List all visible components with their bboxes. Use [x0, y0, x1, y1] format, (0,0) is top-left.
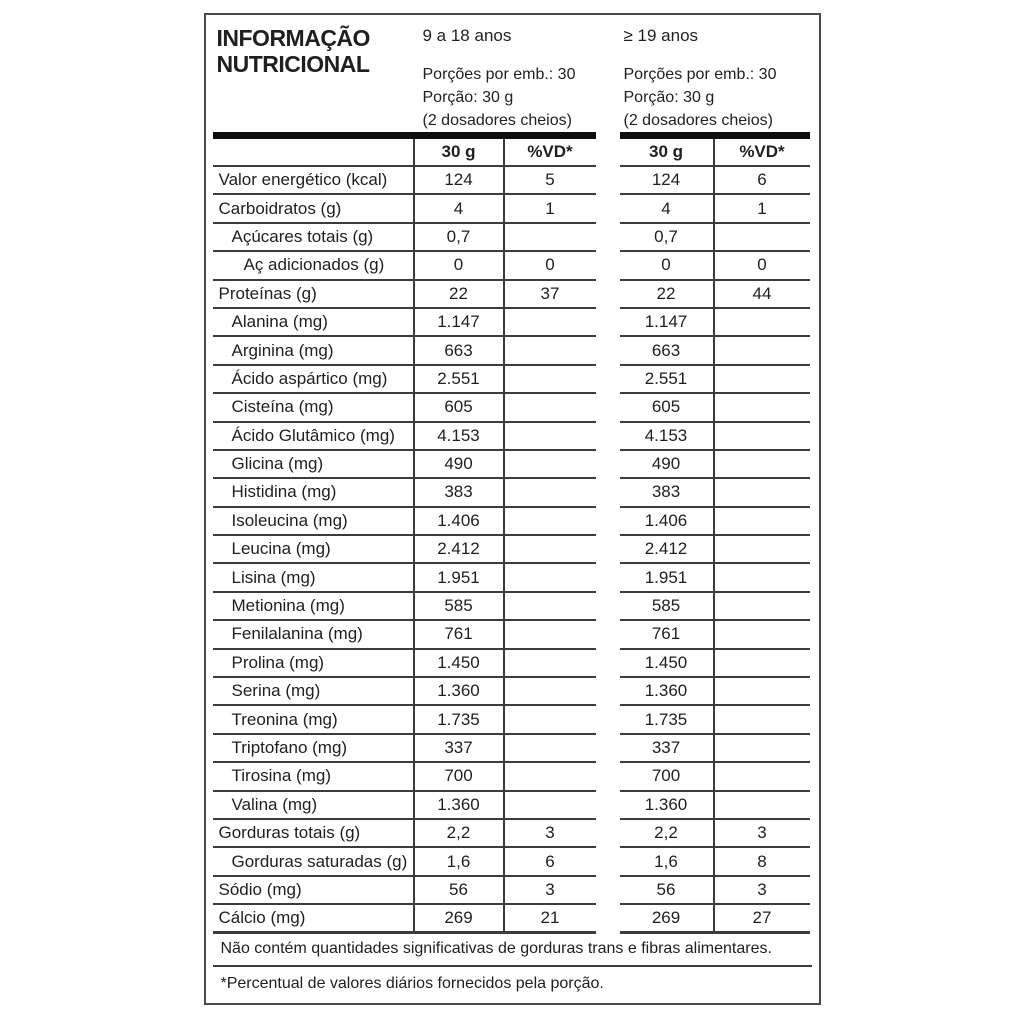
dv-19 [715, 451, 810, 479]
dv-9-18: 3 [505, 877, 596, 905]
amount-9-18: 1.406 [413, 508, 505, 536]
dv-9-18 [505, 706, 596, 734]
serving-info [624, 63, 810, 132]
amount-9-18: 0 [413, 252, 505, 280]
table-row [213, 394, 812, 422]
amount-9-18: 605 [413, 394, 505, 422]
amount-19: 1.951 [620, 564, 715, 592]
table-row [213, 678, 812, 706]
amount-9-18: 0,7 [413, 224, 505, 252]
column-gap [596, 536, 620, 564]
dv-19 [715, 706, 810, 734]
table-row [213, 848, 812, 876]
dv-9-18 [505, 650, 596, 678]
row-label: Fenilalanina (mg) [213, 621, 413, 649]
amount-9-18: 663 [413, 337, 505, 365]
dv-9-18 [505, 763, 596, 791]
table-row [213, 508, 812, 536]
amount-19: 663 [620, 337, 715, 365]
amount-9-18: 124 [413, 167, 505, 195]
amount-9-18: 585 [413, 593, 505, 621]
column-gap [596, 167, 620, 195]
dv-19: 27 [715, 905, 810, 933]
row-label: Cisteína (mg) [213, 394, 413, 422]
table-row [213, 792, 812, 820]
amount-9-18: 700 [413, 763, 505, 791]
table-row [213, 536, 812, 564]
amount-19: 1.735 [620, 706, 715, 734]
dv-9-18 [505, 309, 596, 337]
column-gap [596, 224, 620, 252]
dv-9-18 [505, 479, 596, 507]
row-label: Histidina (mg) [213, 479, 413, 507]
dv-9-18 [505, 423, 596, 451]
amount-19: 56 [620, 877, 715, 905]
amount-19: 1.406 [620, 508, 715, 536]
row-label: Glicina (mg) [213, 451, 413, 479]
row-label: Proteínas (g) [213, 281, 413, 309]
divider-bar [213, 132, 596, 139]
row-label: Triptofano (mg) [213, 735, 413, 763]
column-gap [596, 877, 620, 905]
page-title: INFORMAÇÃO NUTRICIONAL [216, 25, 370, 77]
table-row [213, 735, 812, 763]
age-group-header-19-plus [620, 23, 810, 132]
dv-9-18 [505, 394, 596, 422]
column-gap [596, 621, 620, 649]
servings-per-pack: Porções por emb.: 30 [422, 66, 576, 83]
table-row [213, 905, 812, 933]
serving-note: (2 dosadores cheios) [422, 112, 572, 129]
amount-9-18: 1.450 [413, 650, 505, 678]
table-row [213, 366, 812, 394]
divider-bar-row [213, 132, 812, 139]
column-gap [596, 792, 620, 820]
age-range-label: 9 a 18 anos [422, 26, 512, 45]
amount-19: 383 [620, 479, 715, 507]
dv-9-18 [505, 678, 596, 706]
table-row [213, 650, 812, 678]
table-row [213, 564, 812, 592]
dv-9-18 [505, 508, 596, 536]
dv-9-18 [505, 593, 596, 621]
dv-19: 0 [715, 252, 810, 280]
row-label: Tirosina (mg) [213, 763, 413, 791]
amount-19: 761 [620, 621, 715, 649]
amount-19: 1.147 [620, 309, 715, 337]
amount-9-18: 490 [413, 451, 505, 479]
dv-19 [715, 479, 810, 507]
dv-19 [715, 593, 810, 621]
amount-9-18: 269 [413, 905, 505, 933]
row-label: Isoleucina (mg) [213, 508, 413, 536]
amount-19: 4.153 [620, 423, 715, 451]
dv-9-18: 37 [505, 281, 596, 309]
nutrition-rows [213, 167, 812, 934]
dv-19: 44 [715, 281, 810, 309]
dv-9-18 [505, 366, 596, 394]
row-label: Leucina (mg) [213, 536, 413, 564]
amount-9-18: 1.360 [413, 792, 505, 820]
dv-9-18 [505, 451, 596, 479]
dv-9-18: 3 [505, 820, 596, 848]
column-gap [596, 252, 620, 280]
dv-19 [715, 224, 810, 252]
age-range-label: ≥ 19 anos [623, 26, 699, 45]
row-label: Alanina (mg) [213, 309, 413, 337]
dv-19: 6 [715, 167, 810, 195]
amount-9-18: 1,6 [413, 848, 505, 876]
table-row [213, 763, 812, 791]
table-row [213, 309, 812, 337]
dv-9-18 [505, 564, 596, 592]
dv-19 [715, 735, 810, 763]
row-label: Açúcares totais (g) [213, 224, 413, 252]
amount-9-18: 2,2 [413, 820, 505, 848]
table-row [213, 479, 812, 507]
row-label: Treonina (mg) [213, 706, 413, 734]
row-label: Valor energético (kcal) [213, 167, 413, 195]
row-label: Cálcio (mg) [213, 905, 413, 933]
dv-9-18 [505, 337, 596, 365]
column-gap [596, 593, 620, 621]
column-gap [596, 281, 620, 309]
column-gap [596, 905, 620, 933]
dv-19 [715, 564, 810, 592]
row-label: Prolina (mg) [213, 650, 413, 678]
column-gap [596, 366, 620, 394]
dv-9-18: 1 [505, 195, 596, 223]
dv-19 [715, 394, 810, 422]
row-label: Arginina (mg) [213, 337, 413, 365]
amount-header-9-18: 30 g [413, 139, 505, 167]
dv-19 [715, 536, 810, 564]
dv-9-18: 5 [505, 167, 596, 195]
serving-size: Porção: 30 g [623, 89, 715, 106]
dv-9-18 [505, 792, 596, 820]
row-label: Gorduras totais (g) [213, 820, 413, 848]
column-gap [596, 337, 620, 365]
amount-19: 2.551 [620, 366, 715, 394]
amount-19: 490 [620, 451, 715, 479]
amount-19: 700 [620, 763, 715, 791]
column-gap [596, 132, 620, 139]
table-row [213, 877, 812, 905]
amount-9-18: 1.735 [413, 706, 505, 734]
amount-9-18: 1.147 [413, 309, 505, 337]
amount-19: 269 [620, 905, 715, 933]
dv-9-18: 21 [505, 905, 596, 933]
table-row [213, 451, 812, 479]
amount-19: 4 [620, 195, 715, 223]
column-gap [596, 678, 620, 706]
serving-info [423, 63, 596, 132]
amount-9-18: 337 [413, 735, 505, 763]
column-gap [596, 423, 620, 451]
amount-19: 585 [620, 593, 715, 621]
column-gap [596, 309, 620, 337]
column-gap [596, 735, 620, 763]
table-row [213, 167, 812, 195]
dv-19: 3 [715, 877, 810, 905]
amount-19: 0,7 [620, 224, 715, 252]
table-row [213, 706, 812, 734]
amount-19: 605 [620, 394, 715, 422]
amount-9-18: 2.551 [413, 366, 505, 394]
dv-19 [715, 678, 810, 706]
dv-19: 3 [715, 820, 810, 848]
column-gap [596, 451, 620, 479]
dv-9-18 [505, 224, 596, 252]
dv-9-18 [505, 621, 596, 649]
footnote-daily-value: *Percentual de valores diários fornecidos pela porção. [220, 974, 604, 992]
footnote-trans-fat: Não contém quantidades significativas de gorduras trans e fibras alimentares. [213, 934, 812, 967]
amount-19: 124 [620, 167, 715, 195]
dv-9-18: 6 [505, 848, 596, 876]
dv-19: 8 [715, 848, 810, 876]
column-gap [596, 479, 620, 507]
empty-header-cell [213, 139, 413, 167]
row-label: Lisina (mg) [213, 564, 413, 592]
amount-9-18: 2.412 [413, 536, 505, 564]
amount-19: 1.360 [620, 792, 715, 820]
amount-9-18: 22 [413, 281, 505, 309]
column-gap [596, 848, 620, 876]
column-gap [596, 508, 620, 536]
amount-9-18: 56 [413, 877, 505, 905]
row-label: Serina (mg) [213, 678, 413, 706]
amount-19: 0 [620, 252, 715, 280]
dv-9-18 [505, 536, 596, 564]
dv-19 [715, 366, 810, 394]
nutrition-label-box [204, 13, 821, 1005]
dv-19 [715, 337, 810, 365]
column-gap [596, 706, 620, 734]
row-label: Valina (mg) [213, 792, 413, 820]
amount-19: 22 [620, 281, 715, 309]
dv-header-9-18: %VD* [505, 139, 596, 167]
table-row [213, 820, 812, 848]
dv-19 [715, 763, 810, 791]
dv-19: 1 [715, 195, 810, 223]
dv-header-19: %VD* [715, 139, 810, 167]
row-label: Sódio (mg) [213, 877, 413, 905]
amount-9-18: 761 [413, 621, 505, 649]
column-gap [596, 195, 620, 223]
column-gap [596, 763, 620, 791]
amount-19: 2.412 [620, 536, 715, 564]
dv-9-18: 0 [505, 252, 596, 280]
dv-19 [715, 650, 810, 678]
divider-bar [620, 132, 810, 139]
row-label: Carboidratos (g) [213, 195, 413, 223]
dv-19 [715, 508, 810, 536]
table-row [213, 252, 812, 280]
servings-per-pack: Porções por emb.: 30 [623, 66, 777, 83]
table-row [213, 281, 812, 309]
table-row [213, 423, 812, 451]
serving-size: Porção: 30 g [422, 89, 514, 106]
amount-header-19: 30 g [620, 139, 715, 167]
row-label: Ácido Glutâmico (mg) [213, 423, 413, 451]
row-label: Aç adicionados (g) [213, 252, 413, 280]
table-row [213, 621, 812, 649]
amount-19: 337 [620, 735, 715, 763]
table-row [213, 195, 812, 223]
dv-19 [715, 792, 810, 820]
amount-19: 1,6 [620, 848, 715, 876]
column-gap [596, 650, 620, 678]
dv-9-18 [505, 735, 596, 763]
dv-19 [715, 309, 810, 337]
column-gap [596, 820, 620, 848]
dv-19 [715, 621, 810, 649]
table-row [213, 337, 812, 365]
table-row [213, 224, 812, 252]
amount-19: 1.360 [620, 678, 715, 706]
age-group-header-9-18 [413, 23, 596, 132]
amount-9-18: 383 [413, 479, 505, 507]
column-header-row [213, 139, 812, 167]
column-gap [596, 564, 620, 592]
row-label: Metionina (mg) [213, 593, 413, 621]
serving-note: (2 dosadores cheios) [623, 112, 773, 129]
label-header [213, 23, 812, 132]
amount-9-18: 1.360 [413, 678, 505, 706]
amount-9-18: 4.153 [413, 423, 505, 451]
column-gap [596, 139, 620, 167]
amount-9-18: 4 [413, 195, 505, 223]
amount-19: 2,2 [620, 820, 715, 848]
row-label: Ácido aspártico (mg) [213, 366, 413, 394]
amount-19: 1.450 [620, 650, 715, 678]
amount-9-18: 1.951 [413, 564, 505, 592]
dv-19 [715, 423, 810, 451]
table-row [213, 593, 812, 621]
row-label: Gorduras saturadas (g) [213, 848, 413, 876]
column-gap [596, 394, 620, 422]
